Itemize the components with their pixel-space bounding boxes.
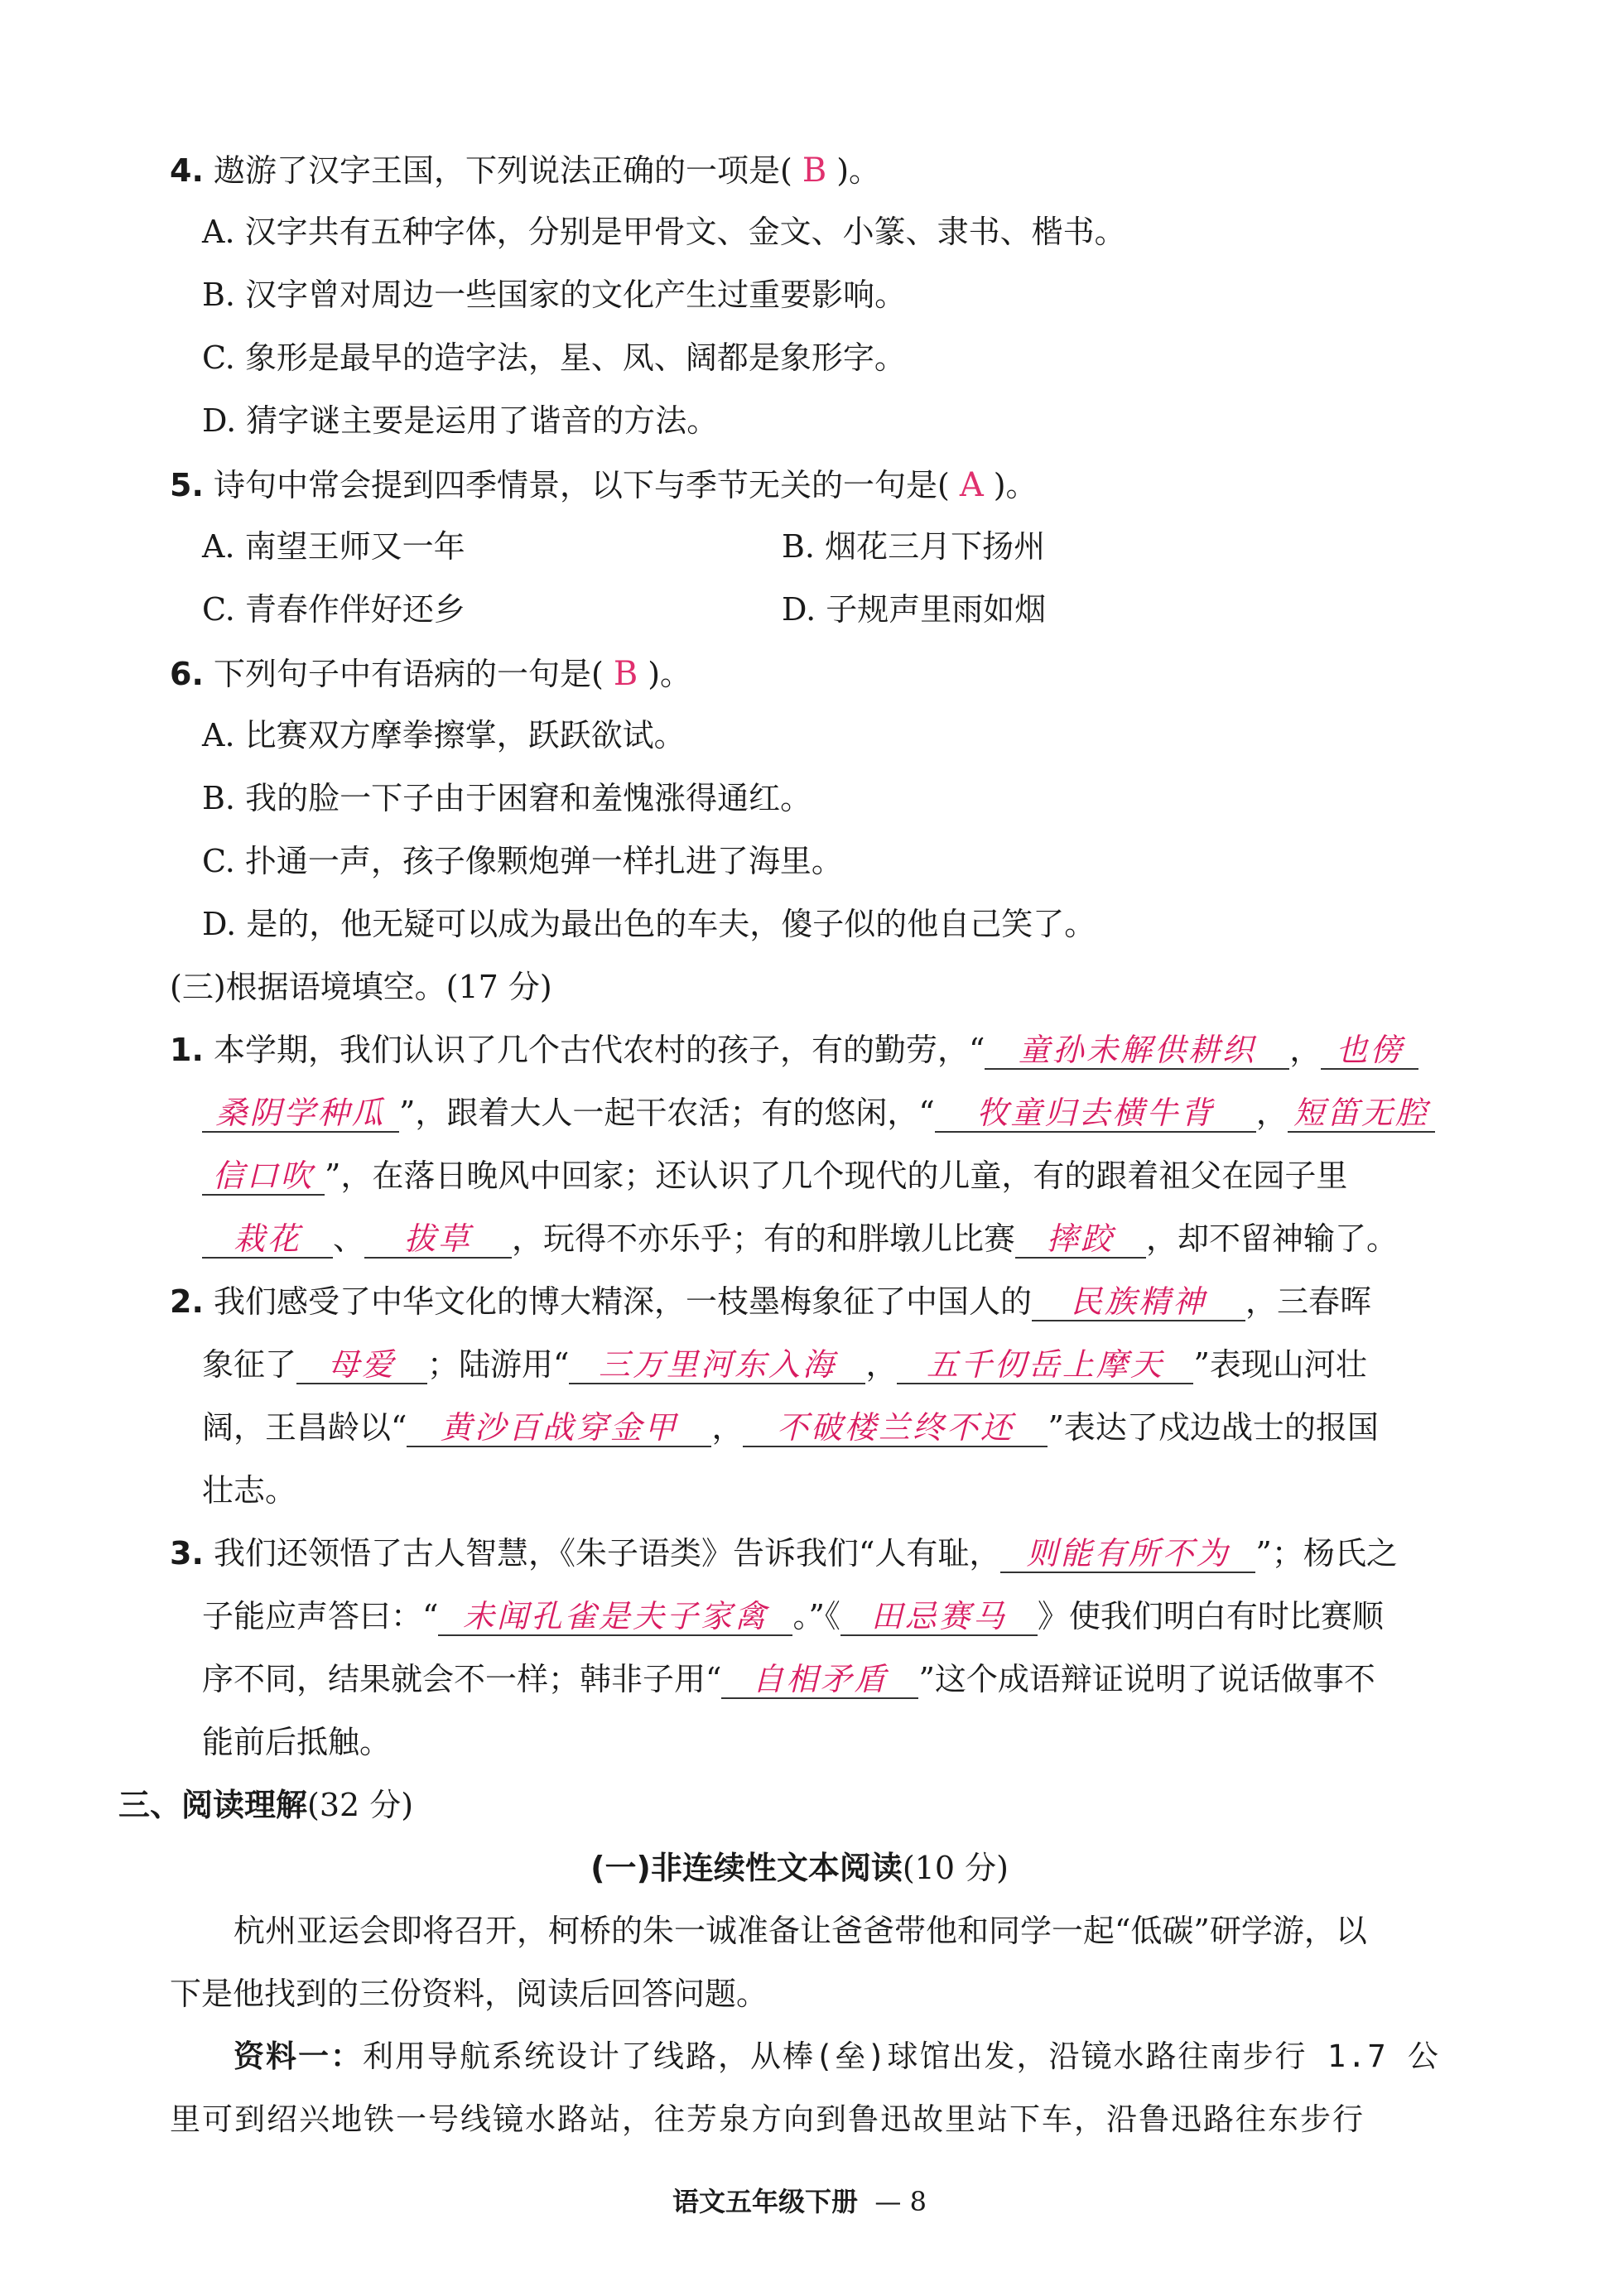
fill-text: 序不同，结果就会不一样；韩非子用“ xyxy=(202,1661,722,1697)
fill-text: 子能应声答曰：“ xyxy=(202,1598,439,1634)
fill-blank: 不破楼兰终不还 xyxy=(743,1411,1048,1447)
fill-3-line-4: 能前后抵触。 xyxy=(202,1724,392,1760)
fill-text: ， xyxy=(1255,1095,1288,1131)
option-c: C. 扑通一声，孩子像颗炮弹一样扎进了海里。 xyxy=(202,843,843,879)
question-stem-end: )。 xyxy=(836,152,881,189)
fill-blank: 田忌赛马 xyxy=(840,1600,1038,1636)
fill-blank: 未闻孔雀是夫子家禽 xyxy=(438,1600,792,1636)
answer-mark: A xyxy=(959,466,984,504)
material-label: 资料一： xyxy=(234,2038,363,2074)
fill-text: 我们感受了中华文化的博大精深，一枝墨梅象征了中国人的 xyxy=(213,1283,1032,1320)
fill-text: ， xyxy=(865,1346,898,1383)
fill-blank: 母爱 xyxy=(296,1348,427,1384)
fill-1-line-1 xyxy=(170,1032,1418,1070)
reading-section-title xyxy=(118,1787,413,1825)
question-6 xyxy=(170,654,691,694)
question-number: 2. xyxy=(170,1283,204,1320)
material-text: 利用导航系统设计了线路，从棒(垒)球馆出发，沿镜水路往南步行 1.7 公 xyxy=(363,2038,1440,2074)
reading-subtitle xyxy=(0,1850,1599,1888)
fill-text: 》使我们明白有时比赛顺 xyxy=(1037,1598,1384,1634)
question-stem: 下列句子中有语病的一句是( xyxy=(213,656,604,692)
question-stem: 诗句中常会提到四季情景，以下与季节无关的一句是( xyxy=(213,467,950,503)
fill-text: ， xyxy=(711,1409,744,1446)
fill-blank: 短笛无腔 xyxy=(1288,1096,1435,1133)
reading-paragraph-line-2: 下是他找到的三份资料，阅读后回答问题。 xyxy=(170,1976,768,2012)
fill-3-line-1 xyxy=(170,1535,1398,1573)
fill-text: ，玩得不亦乐乎；有的和胖墩儿比赛 xyxy=(512,1220,1016,1257)
fill-1-line-3 xyxy=(202,1158,1347,1196)
footer-book-title: 语文五年级下册 xyxy=(672,2186,859,2217)
option-a: A. 比赛双方摩拳擦掌，跃跃欲试。 xyxy=(202,717,686,753)
material-1-line-2: 里可到绍兴地铁一号线镜水路站，往芳泉方向到鲁迅故里站下车，沿鲁迅路往东步行 xyxy=(170,2101,1365,2137)
fill-blank: 摔跤 xyxy=(1015,1222,1146,1259)
fill-text: ”，跟着大人一起干农活；有的悠闲，“ xyxy=(399,1095,935,1131)
footer-page-number: — 8 xyxy=(874,2186,927,2217)
question-number: 6. xyxy=(170,656,204,692)
option-d: D. 子规声里雨如烟 xyxy=(782,591,1047,628)
fill-text: ；陆游用“ xyxy=(427,1346,570,1383)
option-b: B. 我的脸一下子由于困窘和羞愧涨得通红。 xyxy=(202,780,812,816)
option-b: B. 汉字曾对周边一些国家的文化产生过重要影响。 xyxy=(202,277,907,313)
fill-2-line-3 xyxy=(202,1409,1379,1447)
fill-text: 我们还领悟了古人智慧，《朱子语类》告诉我们“人有耻， xyxy=(213,1535,1001,1572)
fill-blank: 拔草 xyxy=(364,1222,512,1259)
fill-3-line-2 xyxy=(202,1598,1384,1636)
fill-text: ”，在落日晚风中回家；还认识了几个现代的儿童，有的跟着祖父在园子里 xyxy=(325,1158,1348,1194)
question-number: 3. xyxy=(170,1535,204,1572)
question-5 xyxy=(170,465,1038,505)
question-stem-end: )。 xyxy=(648,656,692,692)
answer-mark: B xyxy=(802,152,827,190)
subtitle-score: (10 分) xyxy=(902,1850,1009,1886)
subtitle-text: (一)非连续性文本阅读 xyxy=(590,1850,903,1886)
fill-text: ”表现山河壮 xyxy=(1193,1346,1367,1383)
fill-text: 象征了 xyxy=(202,1346,297,1383)
fill-blank: 信口吹 xyxy=(202,1159,325,1196)
fill-text: ，却不留神输了。 xyxy=(1146,1220,1399,1257)
fill-blank: 牧童归去横牛背 xyxy=(935,1096,1256,1133)
page-footer xyxy=(0,2186,1599,2217)
question-stem-end: )。 xyxy=(993,467,1038,503)
material-1-line-1 xyxy=(234,2038,1440,2075)
fill-blank: 民族精神 xyxy=(1032,1285,1245,1321)
question-stem: 遨游了汉字王国，下列说法正确的一项是( xyxy=(213,152,792,189)
option-a: A. 汉字共有五种字体，分别是甲骨文、金文、小篆、隶书、楷书。 xyxy=(202,214,1126,250)
fill-text: ”这个成语辩证说明了说话做事不 xyxy=(918,1661,1375,1697)
reading-paragraph-line-1: 杭州亚运会即将召开，柯桥的朱一诚准备让爸爸带他和同学一起“低碳”研学游，以 xyxy=(234,1913,1367,1949)
option-b: B. 烟花三月下扬州 xyxy=(782,528,1046,565)
option-c: C. 青春作伴好还乡 xyxy=(202,591,465,628)
fill-blank: 黄沙百战穿金甲 xyxy=(407,1411,711,1447)
fill-blank: 五千仞岳上摩天 xyxy=(897,1348,1193,1384)
fill-blank: 童孙未解供耕织 xyxy=(985,1033,1289,1070)
option-a: A. 南望王师又一年 xyxy=(202,528,465,565)
fill-text: 阔，王昌龄以“ xyxy=(202,1409,407,1446)
option-d: D. 猜字谜主要是运用了谐音的方法。 xyxy=(202,402,719,439)
fill-blank: 则能有所不为 xyxy=(1000,1537,1255,1573)
fill-2-line-4: 壮志。 xyxy=(202,1472,297,1509)
reading-title: 三、阅读理解 xyxy=(118,1787,308,1823)
fill-3-line-3 xyxy=(202,1661,1375,1699)
fill-blank: 也傍 xyxy=(1321,1033,1418,1070)
fill-blank: 自相矛盾 xyxy=(721,1663,918,1699)
question-number: 5. xyxy=(170,467,204,503)
fill-text: 本学期，我们认识了几个古代农村的孩子，有的勤劳，“ xyxy=(213,1032,985,1068)
option-c: C. 象形是最早的造字法，星、凤、阔都是象形字。 xyxy=(202,339,906,376)
answer-mark: B xyxy=(613,655,638,693)
option-d: D. 是的，他无疑可以成为最出色的车夫，傻子似的他自己笑了。 xyxy=(202,906,1096,942)
fill-blank: 桑阴学种瓜 xyxy=(202,1096,399,1133)
fill-blank: 三万里河东入海 xyxy=(569,1348,865,1384)
fill-2-line-1 xyxy=(170,1283,1371,1321)
question-4 xyxy=(170,151,880,190)
question-number: 4. xyxy=(170,152,204,189)
fill-text: ，三春晖 xyxy=(1245,1283,1372,1320)
fill-1-line-2 xyxy=(202,1095,1435,1133)
fill-text: ”；杨氏之 xyxy=(1255,1535,1398,1572)
fill-blank: 栽花 xyxy=(202,1222,333,1259)
question-number: 1. xyxy=(170,1032,204,1068)
reading-score: (32 分) xyxy=(307,1787,414,1823)
fill-2-line-2 xyxy=(202,1346,1367,1384)
section-title: (三)根据语境填空。(17 分) xyxy=(170,969,552,1005)
fill-text: 。”《 xyxy=(792,1598,840,1634)
fill-text: ， xyxy=(1289,1032,1322,1068)
fill-text: 、 xyxy=(333,1220,365,1257)
fill-text: ”表达了戍边战士的报国 xyxy=(1048,1409,1379,1446)
fill-1-line-4 xyxy=(202,1220,1398,1259)
